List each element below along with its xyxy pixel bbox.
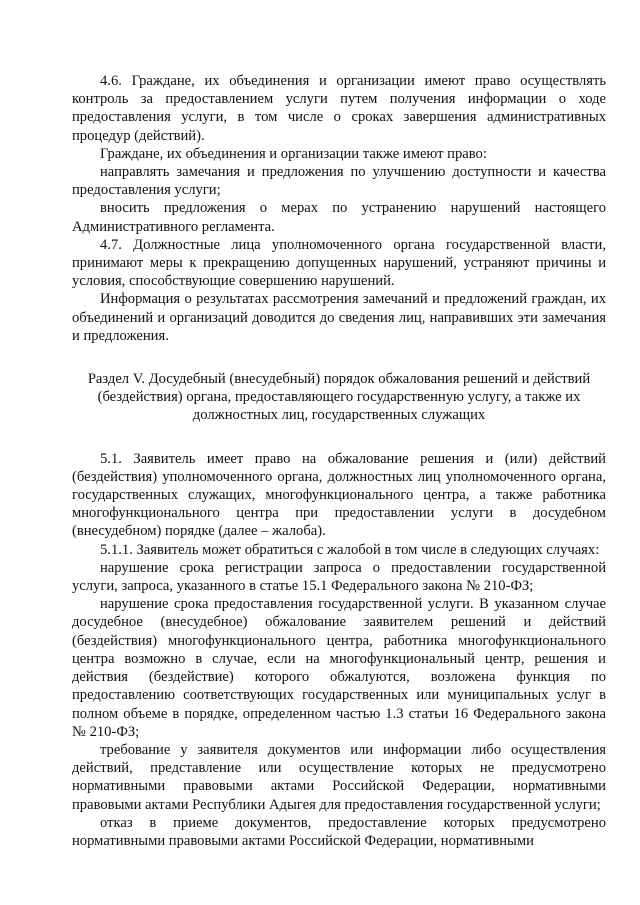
paragraph-case-documents: требование у заявителя документов или информации либо осуществления действий, представление или осуществление которых не предусмотрено нормативными правовыми актами Российской Федерации, нормативными правовыми актами Республики Адыгея для предоставления государственной услуги; (72, 741, 606, 813)
paragraph-5-1: 5.1. Заявитель имеет право на обжалование решения и (или) действий (бездействия) уполномоченного органа, должностных лиц уполномоченного органа, государственных служащих, многофункционального центра, а также работника многофункционального центра при предоставлении услуги в досудебном (внесудебном) порядке (далее – жалоба). (72, 450, 606, 540)
section-heading: Раздел V. Досудебный (внесудебный) порядок обжалования решений и действий (бездействия) органа, предоставляющего государственную услугу, а также их должностных лиц, государственных служащих (87, 371, 591, 424)
paragraph-case-registration: нарушение срока регистрации запроса о предоставлении государственной услуги, запроса, указанного в статье 15.1 Федерального закона № 210-ФЗ; (72, 559, 606, 595)
paragraph-5-1-1: 5.1.1. Заявитель может обратиться с жалобой в том числе в следующих случаях: (100, 541, 600, 558)
paragraph-results-info: Информация о результатах рассмотрения замечаний и предложений граждан, их объединений и организаций доводится до сведения лиц, направивших эти замечания и предложения. (72, 291, 606, 344)
paragraph-case-refusal: отказ в приеме документов, предоставление которых предусмотрено нормативными правовыми актами Российской Федерации, нормативными (72, 814, 606, 849)
paragraph-4-7: 4.7. Должностные лица уполномоченного органа государственной власти, принимают меры к прекращению допущенных нарушений, устраняют причины и условия, способствующие совершению нарушений. (72, 236, 606, 290)
document-page (72, 72, 606, 850)
paragraph-right-proposals: вносить предложения о мерах по устранению нарушений настоящего Административного регламента. (72, 200, 606, 235)
paragraph-case-deadline: нарушение срока предоставления государственной услуги. В указанном случае досудебное (внесудебное) обжалование заявителем решений и действий (бездействия) многофункционального центра, работника многофункционального центра возможно в случае, если на многофункциональный центр, решения и действия (бездействие) которого обжалуются, возложена функция по предоставлению соответствующих государственных или муниципальных услуг в полном объеме в порядке, определенном частью 1.3 статьи 16 Федерального закона № 210-ФЗ; (72, 596, 606, 740)
paragraph-4-6: 4.6. Граждане, их объединения и организации имеют право осуществлять контроль за предоставлением услуги путем получения информации о ходе предоставления услуги, в том числе о сроках завершения административных процедур (действий). (72, 73, 606, 144)
paragraph-rights-intro: Граждане, их объединения и организации также имеют право: (100, 145, 487, 162)
paragraph-right-remarks: направлять замечания и предложения по улучшению доступности и качества предоставления услуги; (72, 164, 606, 199)
